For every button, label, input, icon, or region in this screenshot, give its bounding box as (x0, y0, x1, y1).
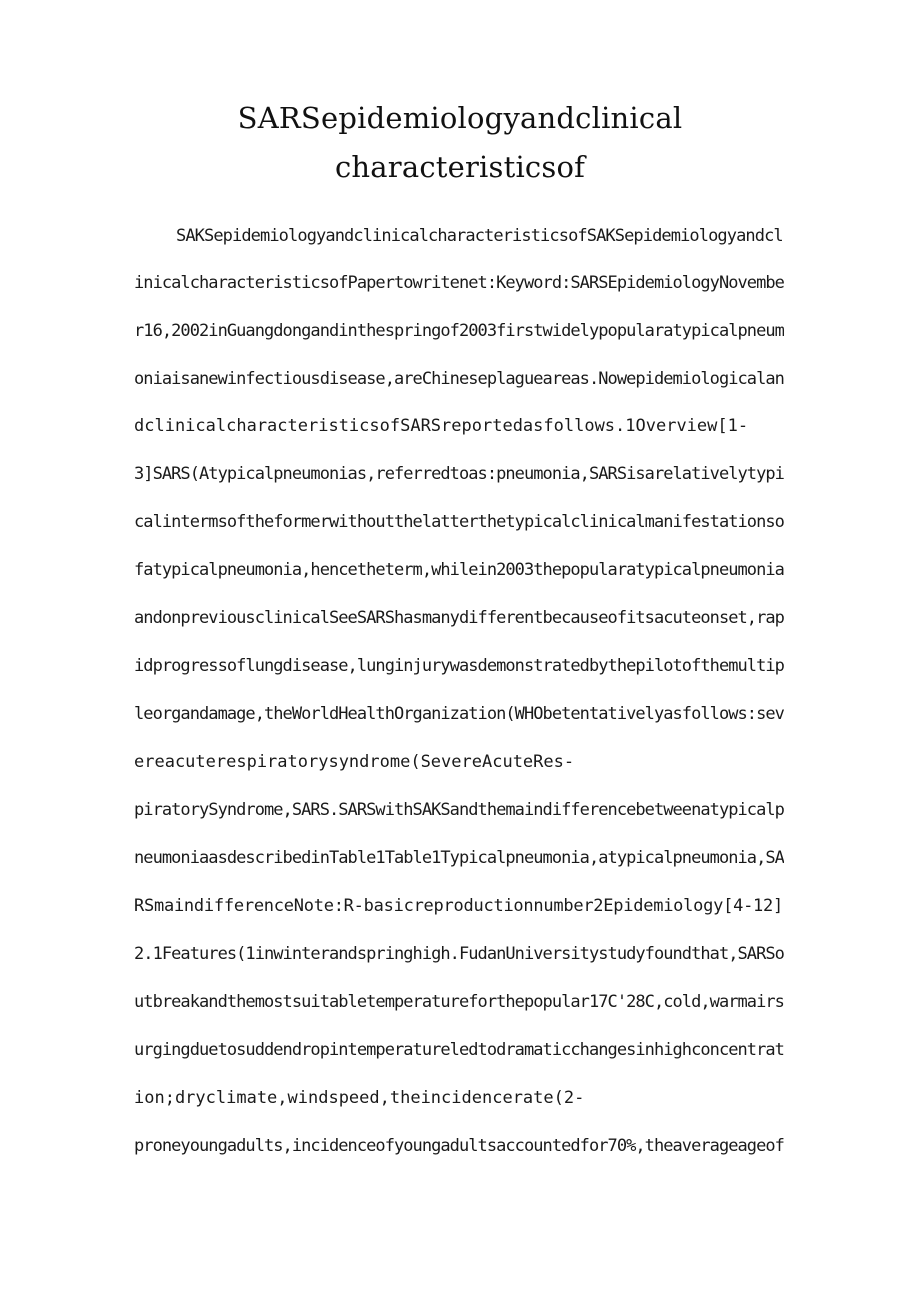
body-line: 2.1Features(1inwinterandspringhigh.FudanUniversitystudyfoundthat,SARSo (134, 944, 784, 964)
body-line: ion;dryclimate,windspeed,theincidencerate(2- (134, 1088, 585, 1108)
body-line: leorgandamage,theWorldHealthOrganization(WHObetentativelyasfollows:sev (134, 704, 784, 724)
body-line: calintermsoftheformerwithoutthelatterthetypicalclinicalmanifestationso (134, 512, 784, 532)
body-line: fatypicalpneumonia,hencetheterm,whilein2003thepopularatypicalpneumonia (134, 560, 784, 580)
body-line: idprogressoflungdisease,lunginjurywasdemonstratedbythepilotofthemultip (134, 656, 784, 676)
body-line: inicalcharacteristicsofPapertowritenet:Keyword:SARSEpidemiologyNovembe (134, 273, 784, 293)
body-line: neumoniaasdescribedinTable1Table1Typicalpneumonia,atypicalpneumonia,SA (134, 848, 784, 868)
body-line: r16,2002inGuangdongandinthespringof2003firstwidelypopularatypicalpneum (134, 321, 784, 341)
body-line: dclinicalcharacteristicsofSARSreportedasfollows.1Overview[1- (134, 416, 749, 436)
body-line: utbreakandthemostsuitabletemperatureforthepopular17C'28C,cold,warmairs (134, 992, 784, 1012)
body-line: 3]SARS(Atypicalpneumonias,referredtoas:pneumonia,SARSisarelativelytypi (134, 464, 784, 484)
body-line: oniaisanewinfectiousdisease,areChineseplagueareas.Nowepidemiologicalan (134, 369, 784, 389)
body-line: proneyoungadults,incidenceofyoungadultsaccountedfor70%,theaverageageof (134, 1136, 784, 1156)
body-line: piratorySyndrome,SARS.SARSwithSAKSandthemaindifferencebetweenatypicalp (134, 800, 784, 820)
body-line: ereacuterespiratorysyndrome(SevereAcuteRes- (134, 752, 575, 772)
document-title-line-1: SARSepidemiologyandclinical (237, 101, 683, 135)
body-line: urgingduetosuddendropintemperatureledtodramaticchangesinhighconcentrat (134, 1040, 784, 1060)
document-title-line-2: characteristicsof (334, 150, 586, 184)
body-line: andonpreviousclinicalSeeSARShasmanydifferentbecauseofitsacuteonset,rap (134, 608, 784, 628)
body-line: SAKSepidemiologyandclinicalcharacteristicsofSAKSepidemiologyandcl (176, 226, 783, 246)
body-line: RSmaindifferenceNote:R-basicreproductionnumber2Epidemiology[4-12] (134, 896, 784, 916)
